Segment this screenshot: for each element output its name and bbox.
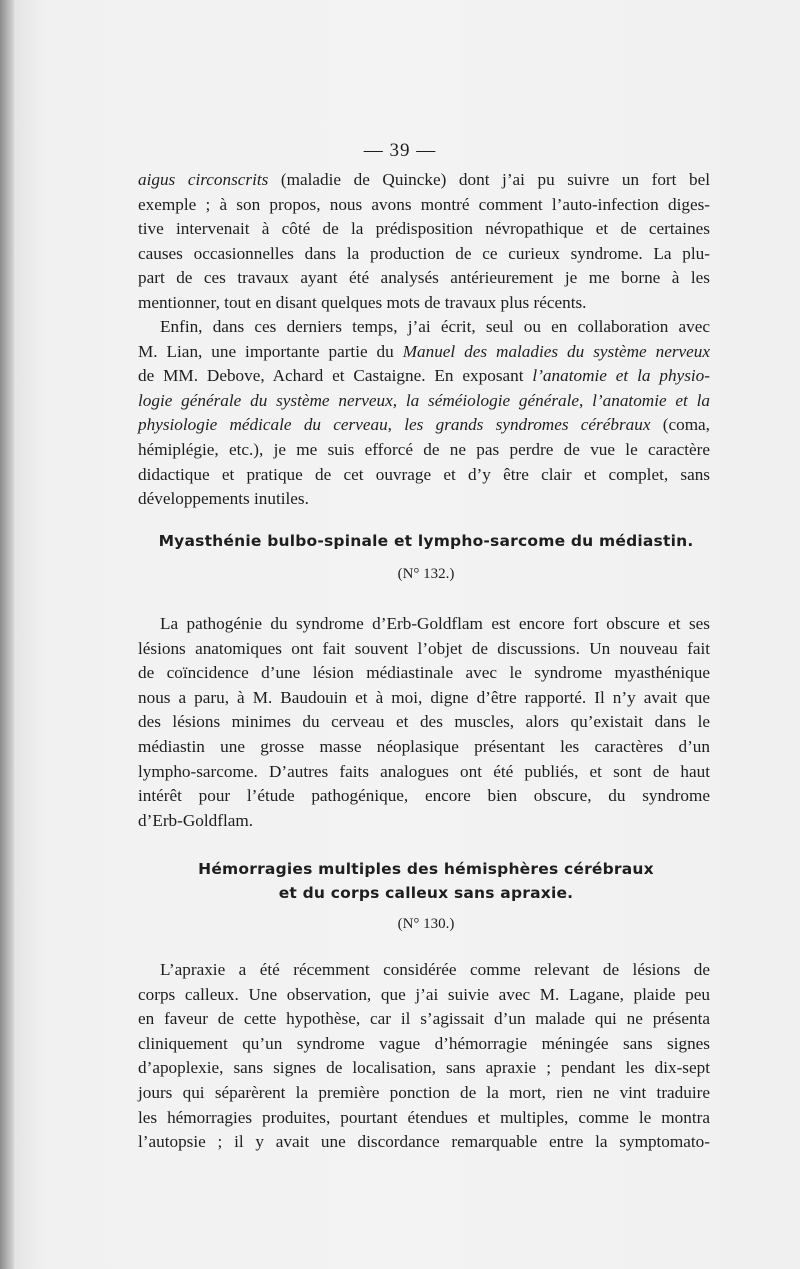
section-reference-number: (N° 132.) <box>397 566 455 582</box>
paragraph-erb-goldflam <box>138 612 710 833</box>
section-reference-number: (N° 130.) <box>397 916 455 932</box>
text-line: L’apraxie a été récemment considérée comme relevant de lésions de <box>160 960 710 979</box>
text-line: lympho-sarcome. D’autres faits analogues ont été publiés, et sont de haut <box>138 761 710 781</box>
text-line: corps calleux. Une observation, que j’ai suivie avec M. Lagane, plaide peu <box>138 984 710 1004</box>
text-line: causes occasionnelles dans la production de ce curieux syndrome. La plu- <box>138 243 710 263</box>
text-line: intérêt pour l’étude pathogénique, encore bien obscure, du syndrome <box>138 786 710 806</box>
text-line: Enfin, dans ces derniers temps, j’ai écrit, seul ou en collaboration avec <box>160 317 710 336</box>
text-line: mentionner, tout en disant quelques mots de travaux plus récents. <box>138 292 587 312</box>
text-line: part de ces travaux ayant été analysés antérieurement je me borne à les <box>138 268 710 288</box>
text-line: les hémorragies produites, pourtant étendues et multiples, comme le montra <box>138 1107 710 1127</box>
text-line: des lésions minimes du cerveau et des muscles, alors qu’existait dans le <box>138 712 710 732</box>
text-line: M. Lian, une importante partie du Manuel des maladies du système nerveux <box>138 341 710 361</box>
section-heading-hemorragies-line-2: et du corps calleux sans apraxie. <box>278 884 574 902</box>
text-line: La pathogénie du syndrome d’Erb-Goldflam est encore fort obscure et ses <box>160 614 710 633</box>
text-line: exemple ; à son propos, nous avons montré comment l’auto-infection diges- <box>138 194 710 214</box>
page-number: — 39 — <box>363 140 437 161</box>
text-line: l’autopsie ; il y avait une discordance remarquable entre la symptomato- <box>138 1132 710 1152</box>
text-line: hémiplégie, etc.), je me suis efforcé de ne pas perdre de vue le caractère <box>138 439 710 459</box>
text-line: médiastin une grosse masse néoplasique présentant les caractères d’un <box>138 736 710 756</box>
paragraph-manuel <box>138 315 710 512</box>
text-line: didactique et pratique de cet ouvrage et d’y être clair et complet, sans <box>138 464 710 484</box>
text-line: de coïncidence d’une lésion médiastinale avec le syndrome myasthénique <box>138 663 710 683</box>
paragraph-intro <box>138 168 710 316</box>
text-line: développements inutiles. <box>138 489 309 509</box>
text-line: aigus circonscrits (maladie de Quincke) dont j’ai pu suivre un fort bel <box>138 170 711 189</box>
page-binding-shadow <box>0 0 14 1269</box>
text-line: de MM. Debove, Achard et Castaigne. En exposant l’anatomie et la physio- <box>138 366 710 386</box>
section-heading-myasthenie: Myasthénie bulbo-spinale et lympho-sarcome du médiastin. <box>158 532 694 550</box>
text-line: lésions anatomiques ont fait souvent l’objet de discussions. Un nouveau fait <box>138 638 710 658</box>
text-line: d’Erb-Goldflam. <box>138 810 254 830</box>
text-line: physiologie médicale du cerveau, les grands syndromes cérébraux (coma, <box>138 415 710 435</box>
text-line: logie générale du système nerveux, la séméiologie générale, l’anatomie et la <box>138 390 710 410</box>
text-line: tive intervenait à côté de la prédisposition névropathique et de certaines <box>138 219 710 239</box>
text-line: d’apoplexie, sans signes de localisation, sans apraxie ; pendant les dix-sept <box>138 1058 710 1078</box>
text-line: jours qui séparèrent la première ponction de la mort, rien ne vint traduire <box>138 1082 710 1102</box>
text-line: en faveur de cette hypothèse, car il s’agissait d’un malade qui ne présenta <box>138 1009 710 1029</box>
paragraph-apraxie <box>138 958 710 1155</box>
text-line: cliniquement qu’un syndrome vague d’hémorragie méningée sans signes <box>138 1033 710 1053</box>
text-line: nous a paru, à M. Baudouin et à moi, digne d’être rapporté. Il n’y avait que <box>138 687 710 707</box>
section-heading-hemorragies-line-1: Hémorragies multiples des hémisphères cérébraux <box>198 860 654 878</box>
